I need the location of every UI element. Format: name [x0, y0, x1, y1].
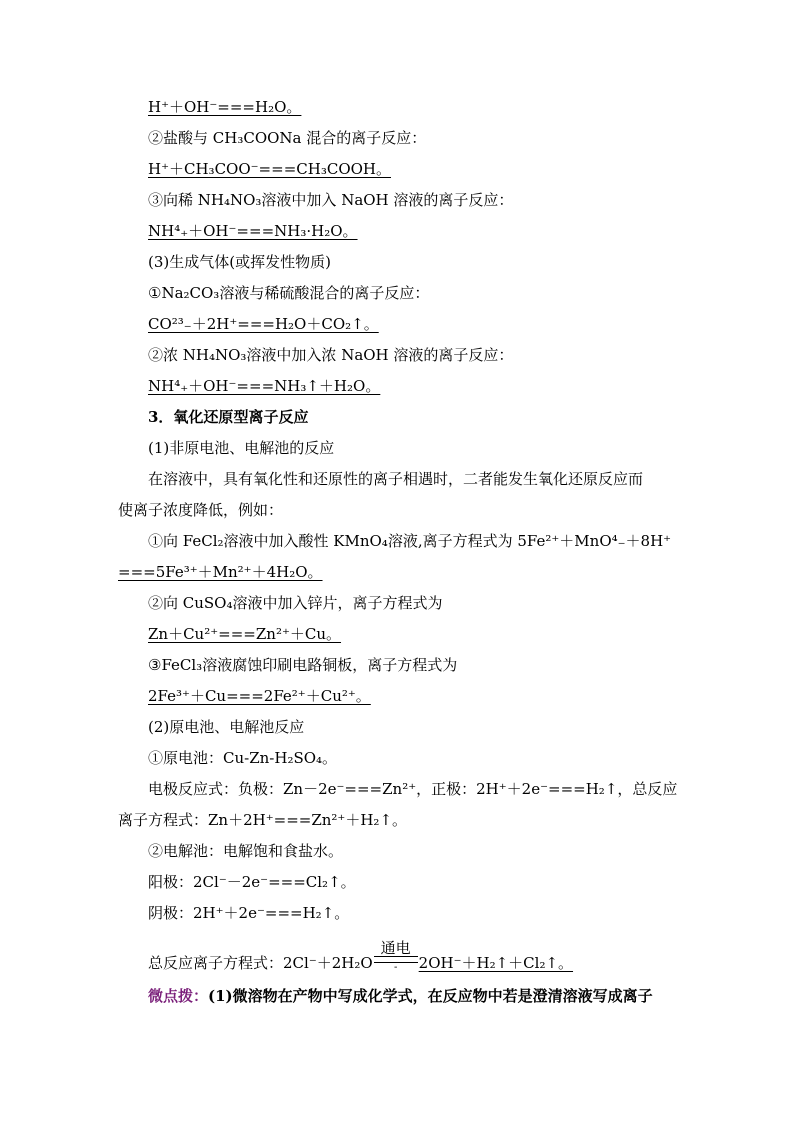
equation-line: 2Fe³⁺＋Cu===2Fe²⁺＋Cu²⁺。 [148, 687, 371, 705]
text-line: ②向 CuSO₄溶液中加入锌片，离子方程式为 [148, 594, 443, 612]
equation-line: ===5Fe³⁺＋Mn²⁺＋4H₂O。 [118, 563, 323, 581]
text-line: ①原电池：Cu-Zn-H₂SO₄。 [148, 749, 338, 767]
section-heading: 3．氧化还原型离子反应 [148, 408, 309, 426]
text-line: 阳极：2Cl⁻－2e⁻===Cl₂↑。 [148, 873, 356, 891]
text-line: ③FeCl₃溶液腐蚀印刷电路铜板，离子方程式为 [148, 656, 458, 674]
equation-left-part: 总反应离子方程式：2Cl⁻＋2H₂O [148, 954, 373, 972]
condition-dash: - [393, 962, 398, 973]
condition-label: 通电 [380, 939, 411, 957]
reaction-condition [373, 940, 419, 973]
text-line: ②盐酸与 CH₃COONa 混合的离子反应： [148, 129, 427, 147]
text-line: ①Na₂CO₃溶液与稀硫酸混合的离子反应： [148, 284, 430, 302]
text-line: ①向 FeCl₂溶液中加入酸性 KMnO₄溶液,离子方程式为 5Fe²⁺＋MnO⁴₋＋8H⁺ [148, 532, 672, 550]
equation-line: Zn＋Cu²⁺===Zn²⁺＋Cu。 [148, 625, 342, 643]
tip-line [148, 986, 653, 1006]
subheading: (1)非原电池、电解池的反应 [148, 439, 335, 457]
subheading: (2)原电池、电解池反应 [148, 718, 305, 736]
paragraph-line: 使离子浓度降低，例如： [118, 501, 284, 519]
electrolysis-equation [148, 940, 573, 973]
text-line: ②电解池：电解饱和食盐水。 [148, 842, 344, 860]
tip-text: (1)微溶物在产物中写成化学式，在反应物中若是澄清溶液写成离子 [208, 987, 653, 1005]
subheading: (3)生成气体(或挥发性物质) [148, 253, 331, 271]
equation-line: NH⁴₊＋OH⁻===NH₃·H₂O。 [148, 222, 358, 240]
equation-line: H⁺＋CH₃COO⁻===CH₃COOH。 [148, 160, 391, 178]
text-line: 离子方程式：Zn＋2H⁺===Zn²⁺＋H₂↑。 [118, 811, 408, 829]
text-line: 电极反应式：负极：Zn－2e⁻===Zn²⁺，正极：2H⁺＋2e⁻===H₂↑，总反应 [148, 780, 678, 798]
equation-line: NH⁴₊＋OH⁻===NH₃↑＋H₂O。 [148, 377, 381, 395]
equation-right-part: 2OH⁻＋H₂↑＋Cl₂↑。 [418, 954, 574, 972]
text-line: ②浓 NH₄NO₃溶液中加入浓 NaOH 溶液的离子反应： [148, 346, 514, 364]
text-line: 阴极：2H⁺＋2e⁻===H₂↑。 [148, 904, 350, 922]
tip-label: 微点拨： [148, 987, 209, 1005]
paragraph-line: 在溶液中，具有氧化性和还原性的离子相遇时，二者能发生氧化还原反应而 [148, 470, 644, 488]
text-line: ③向稀 NH₄NO₃溶液中加入 NaOH 溶液的离子反应： [148, 191, 514, 209]
equation-line: H⁺＋OH⁻===H₂O。 [148, 98, 302, 116]
equation-line: CO²³₋＋2H⁺===H₂O＋CO₂↑。 [148, 315, 379, 333]
